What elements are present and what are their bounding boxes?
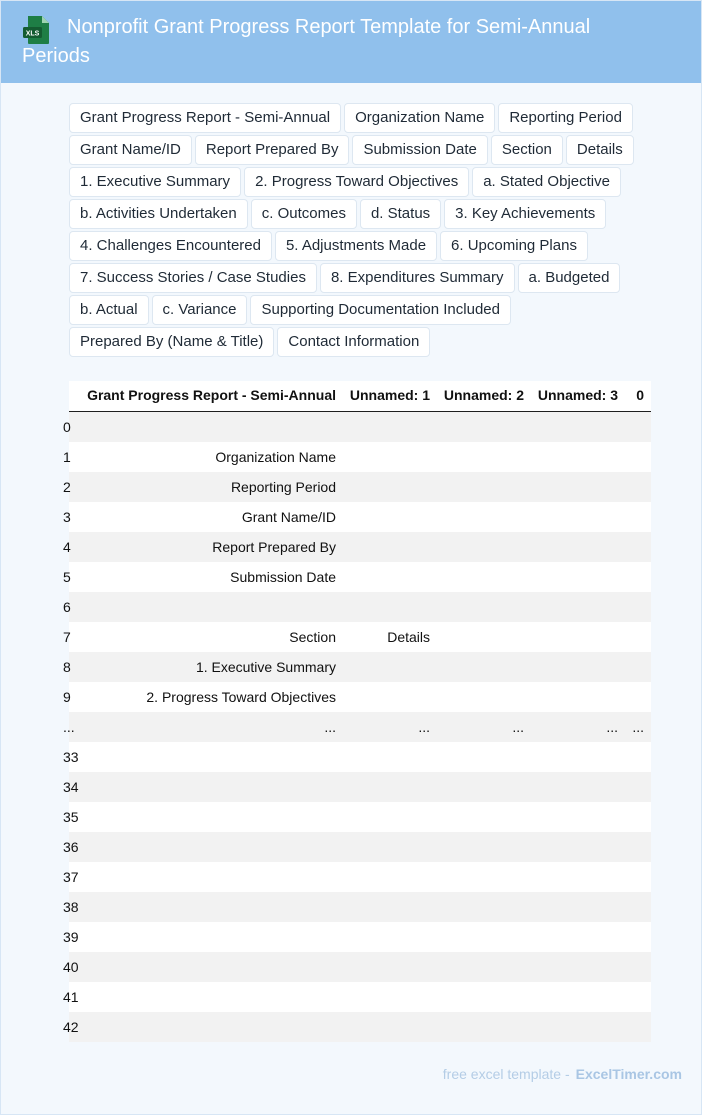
row-index: 33 [63,749,79,765]
keyword-tags [69,103,701,359]
table-cell [618,862,644,892]
table-cell [618,532,644,562]
table-cell: 1. Executive Summary [195,659,336,675]
row-index: 36 [63,839,79,855]
row-index: ... [63,719,75,735]
table-cell [524,982,618,1012]
table-cell [430,952,524,982]
keyword-tag: Prepared By (Name & Title) [69,327,274,357]
keyword-tag: a. Budgeted [518,263,621,293]
table-cell [430,742,524,772]
row-index: 2 [63,479,71,495]
table-cell [524,652,618,682]
table-cell: 2. Progress Toward Objectives [146,689,336,705]
row-index: 35 [63,809,79,825]
table-cell [430,1012,524,1042]
table-cell [524,862,618,892]
table-row [63,562,651,592]
table-cell [336,682,430,712]
table-cell [524,832,618,862]
table-cell [336,832,430,862]
table-cell [430,442,524,472]
footer-credit [1,1063,682,1085]
keyword-tag: c. Outcomes [251,199,357,229]
table-cell [524,922,618,952]
keyword-tag: c. Variance [152,295,248,325]
row-index: 6 [63,599,71,615]
column-header: Unnamed: 2 [443,387,524,403]
table-cell [336,862,430,892]
table-cell [336,742,430,772]
keyword-tag: 4. Challenges Encountered [69,231,272,261]
table-cell [524,802,618,832]
table-cell [430,682,524,712]
table-cell [430,532,524,562]
table-row [63,472,651,502]
row-index: 34 [63,779,79,795]
table-cell: Section [289,629,336,645]
table-cell [69,892,336,922]
keyword-tag: Details [566,135,634,165]
keyword-tag: Supporting Documentation Included [250,295,511,325]
table-cell [336,982,430,1012]
table-cell [430,892,524,922]
table-cell [69,802,336,832]
table-cell: ... [632,719,644,735]
row-index: 37 [63,869,79,885]
table-cell [618,562,644,592]
keyword-tag: Contact Information [277,327,430,357]
table-cell: Reporting Period [230,479,336,495]
table-cell [524,562,618,592]
table-cell [618,472,644,502]
table-cell [430,502,524,532]
keyword-tag: 5. Adjustments Made [275,231,437,261]
table-cell [524,1012,618,1042]
keyword-tag: a. Stated Objective [472,167,621,197]
table-cell [430,472,524,502]
table-cell [618,832,644,862]
table-row [63,1012,651,1042]
table-cell [336,562,430,592]
table-cell [618,952,644,982]
row-index: 0 [63,419,71,435]
table-body [63,412,651,1042]
table-cell [336,652,430,682]
table-row [63,892,651,922]
keyword-tag: 3. Key Achievements [444,199,606,229]
row-index: 41 [63,989,79,1005]
table-cell [524,622,618,652]
table-cell [524,442,618,472]
row-index: 3 [63,509,71,525]
table-cell [524,952,618,982]
table-cell [618,622,644,652]
table-cell: Report Prepared By [212,539,336,555]
table-cell: ... [324,719,336,735]
table-cell: Submission Date [230,569,336,585]
table-cell [618,502,644,532]
row-index: 42 [63,1019,79,1035]
keyword-tag: Section [491,135,563,165]
table-cell [430,982,524,1012]
row-index: 8 [63,659,71,675]
table-cell [69,772,336,802]
footer-prefix: free excel template - [442,1066,570,1082]
table-cell [430,562,524,592]
keyword-tag: Report Prepared By [195,135,350,165]
column-header: Grant Progress Report - Semi-Annual [87,387,336,403]
table-cell [524,892,618,922]
keyword-tag: Grant Name/ID [69,135,192,165]
table-cell [618,772,644,802]
table-cell [430,862,524,892]
table-cell [430,412,524,442]
table-row [63,592,651,622]
page-title: Nonprofit Grant Progress Report Template for Semi-Annual Periods [22,16,591,67]
table-row [63,862,651,892]
table-cell [524,502,618,532]
table-cell [336,412,430,442]
table-header-row [69,381,651,412]
table-cell [524,682,618,712]
table-cell [618,982,644,1012]
row-index: 38 [63,899,79,915]
keyword-tag: Submission Date [352,135,487,165]
table-cell [618,742,644,772]
table-cell [524,742,618,772]
table-cell [69,982,336,1012]
row-index: 40 [63,959,79,975]
column-header: 0 [636,387,644,403]
keyword-tag: 6. Upcoming Plans [440,231,588,261]
table-cell [618,922,644,952]
table-cell [336,592,430,622]
table-cell [430,832,524,862]
table-cell [618,442,644,472]
table-row [63,412,651,442]
table-cell [336,502,430,532]
table-cell: Details [387,629,430,645]
keyword-tag: 7. Success Stories / Case Studies [69,263,317,293]
table-cell [336,442,430,472]
table-cell: Organization Name [215,449,336,465]
row-index: 1 [63,449,71,465]
table-row [63,772,651,802]
table-row [63,922,651,952]
table-cell [336,922,430,952]
keyword-tag: b. Activities Undertaken [69,199,248,229]
table-row [63,652,651,682]
column-header: Unnamed: 1 [349,387,430,403]
table-cell [430,922,524,952]
table-cell [336,892,430,922]
table-row [63,712,651,742]
table-cell [524,532,618,562]
table-row [63,982,651,1012]
table-row [63,502,651,532]
table-cell [69,862,336,892]
row-index: 9 [63,689,71,705]
table-cell [430,652,524,682]
keyword-tag: b. Actual [69,295,149,325]
table-cell: ... [512,719,524,735]
table-cell [69,922,336,952]
table-cell [524,592,618,622]
row-index: 7 [63,629,71,645]
table-row [63,532,651,562]
table-cell [524,472,618,502]
table-cell [336,802,430,832]
table-cell [430,622,524,652]
table-cell [69,952,336,982]
table-cell [618,892,644,922]
table-cell [336,952,430,982]
table-cell [618,1012,644,1042]
table-row [63,682,651,712]
keyword-tag: Organization Name [344,103,495,133]
footer-brand-link[interactable]: ExcelTimer.com [575,1066,682,1082]
keyword-tag: 1. Executive Summary [69,167,241,197]
table-cell [524,772,618,802]
table-row [63,742,651,772]
table-cell [618,652,644,682]
keyword-tag: Reporting Period [498,103,633,133]
table-cell [69,1012,336,1042]
table-cell [69,412,336,442]
row-index: 4 [63,539,71,555]
table-row [63,802,651,832]
table-cell: ... [606,719,618,735]
header-bar [1,1,701,83]
table-cell [69,832,336,862]
table-cell [618,412,644,442]
table-cell [69,742,336,772]
svg-text:XLS: XLS [25,30,40,38]
table-cell [336,1012,430,1042]
table-cell [430,772,524,802]
column-header: Unnamed: 3 [537,387,618,403]
keyword-tag: d. Status [360,199,441,229]
data-table [63,381,651,1042]
table-cell [430,592,524,622]
table-cell: Grant Name/ID [241,509,336,525]
table-cell [336,532,430,562]
table-row [63,952,651,982]
table-row [63,832,651,862]
table-row [63,442,651,472]
table-cell [69,592,336,622]
table-row [63,622,651,652]
row-index: 5 [63,569,71,585]
table-cell [618,592,644,622]
table-cell [336,472,430,502]
table-cell: ... [418,719,430,735]
row-index: 39 [63,929,79,945]
table-cell [336,772,430,802]
table-cell [430,802,524,832]
table-cell [524,412,618,442]
table-cell [618,682,644,712]
keyword-tag: Grant Progress Report - Semi-Annual [69,103,341,133]
keyword-tag: 2. Progress Toward Objectives [244,167,469,197]
table-cell [618,802,644,832]
keyword-tag: 8. Expenditures Summary [320,263,515,293]
